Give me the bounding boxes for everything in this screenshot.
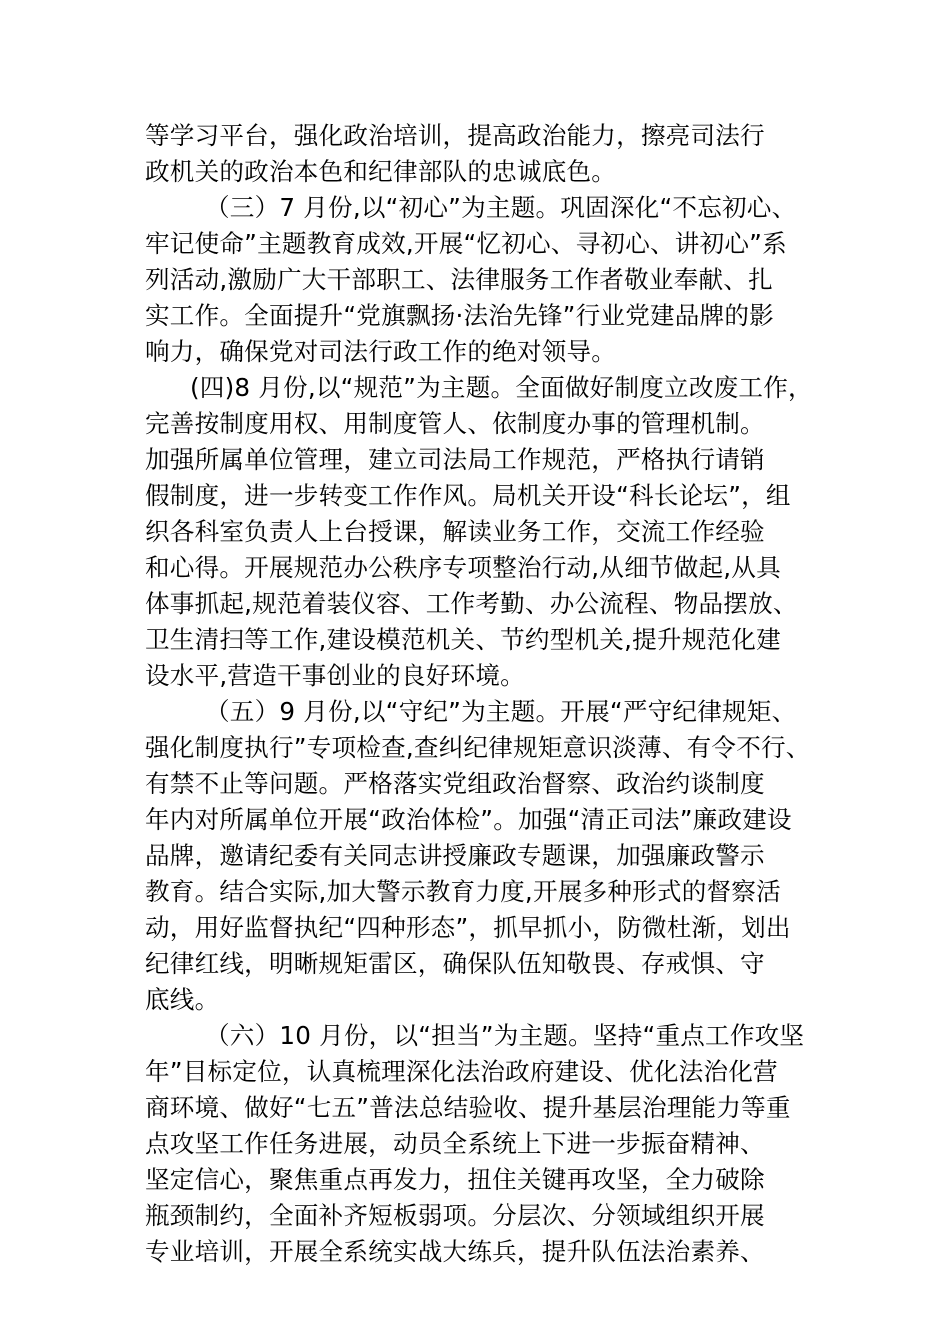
- text-line: 纪律红线，明晰规矩雷区，确保队伍知敬畏、存戒惧、守: [145, 949, 765, 978]
- text-line: 瓶颈制约，全面补齐短板弱项。分层次、分领域组织开展: [145, 1201, 765, 1230]
- text-line: 体事抓起,规范着装仪容、工作考勤、办公流程、物品摆放、: [145, 589, 798, 618]
- text-line: 强化制度执行”专项检查,查纠纪律规矩意识淡薄、有令不行、: [145, 733, 811, 762]
- text-line: 完善按制度用权、用制度管人、依制度办事的管理机制。: [145, 409, 765, 438]
- text-line: 坚定信心，聚焦重点再发力，扭住关键再攻坚，全力破除: [145, 1165, 765, 1194]
- text-line: 列活动,激励广大干部职工、法律服务工作者敬业奉献、扎: [145, 265, 773, 294]
- text-line: 政机关的政治本色和纪律部队的忠诚底色。: [145, 157, 617, 186]
- text-line: 教育。结合实际,加大警示教育力度,开展多种形式的督察活: [145, 877, 781, 906]
- text-line: 点攻坚工作任务进展，动员全系统上下进一步振奋精神、: [145, 1129, 765, 1158]
- text-line: 和心得。开展规范办公秩序专项整治行动,从细节做起,从具: [145, 553, 781, 582]
- text-line: 加强所属单位管理，建立司法局工作规范，严格执行请销: [145, 445, 765, 474]
- text-line: 假制度，进一步转变工作作风。局机关开设“科长论坛”，组: [145, 481, 791, 510]
- text-line: 有禁不止等问题。严格落实党组政治督察、政治约谈制度: [145, 769, 765, 798]
- paragraph-heading-6: （六）10 月份，以“担当”为主题。坚持“重点工作攻坚: [205, 1021, 805, 1050]
- text-line: 年”目标定位，认真梳理深化法治政府建设、优化法治化营: [145, 1057, 778, 1086]
- text-line: 卫生清扫等工作,建设模范机关、节约型机关,提升规范化建: [145, 625, 781, 654]
- text-line: 实工作。全面提升“党旗飘扬·法治先锋”行业党建品牌的影: [145, 301, 774, 330]
- text-line: 设水平,营造干事创业的良好环境。: [145, 661, 525, 690]
- text-line: 品牌，邀请纪委有关同志讲授廉政专题课，加强廉政警示: [145, 841, 765, 870]
- paragraph-heading-3: （三）7 月份,以“初心”为主题。巩固深化“不忘初心、: [205, 193, 797, 222]
- paragraph-heading-5: （五）9 月份,以“守纪”为主题。开展“严守纪律规矩、: [205, 697, 797, 726]
- text-line: 专业培训，开展全系统实战大练兵，提升队伍法治素养、: [145, 1237, 765, 1266]
- text-line: 底线。: [145, 985, 220, 1014]
- text-line: 动，用好监督执纪“四种形态”，抓早抓小，防微杜渐，划出: [145, 913, 791, 942]
- paragraph-heading-4: (四)8 月份,以“规范”为主题。全面做好制度立改废工作，: [190, 373, 813, 402]
- text-line: 织各科室负责人上台授课，解读业务工作，交流工作经验: [145, 517, 765, 546]
- text-line: 响力，确保党对司法行政工作的绝对领导。: [145, 337, 617, 366]
- text-line: 等学习平台，强化政治培训，提高政治能力，擦亮司法行: [145, 121, 765, 150]
- text-line: 年内对所属单位开展“政治体检”。加强“清正司法”廉政建设: [145, 805, 792, 834]
- text-line: 商环境、做好“七五”普法总结验收、提升基层治理能力等重: [145, 1093, 791, 1122]
- text-line: 牢记使命”主题教育成效,开展“忆初心、寻初心、讲初心”系: [145, 229, 787, 258]
